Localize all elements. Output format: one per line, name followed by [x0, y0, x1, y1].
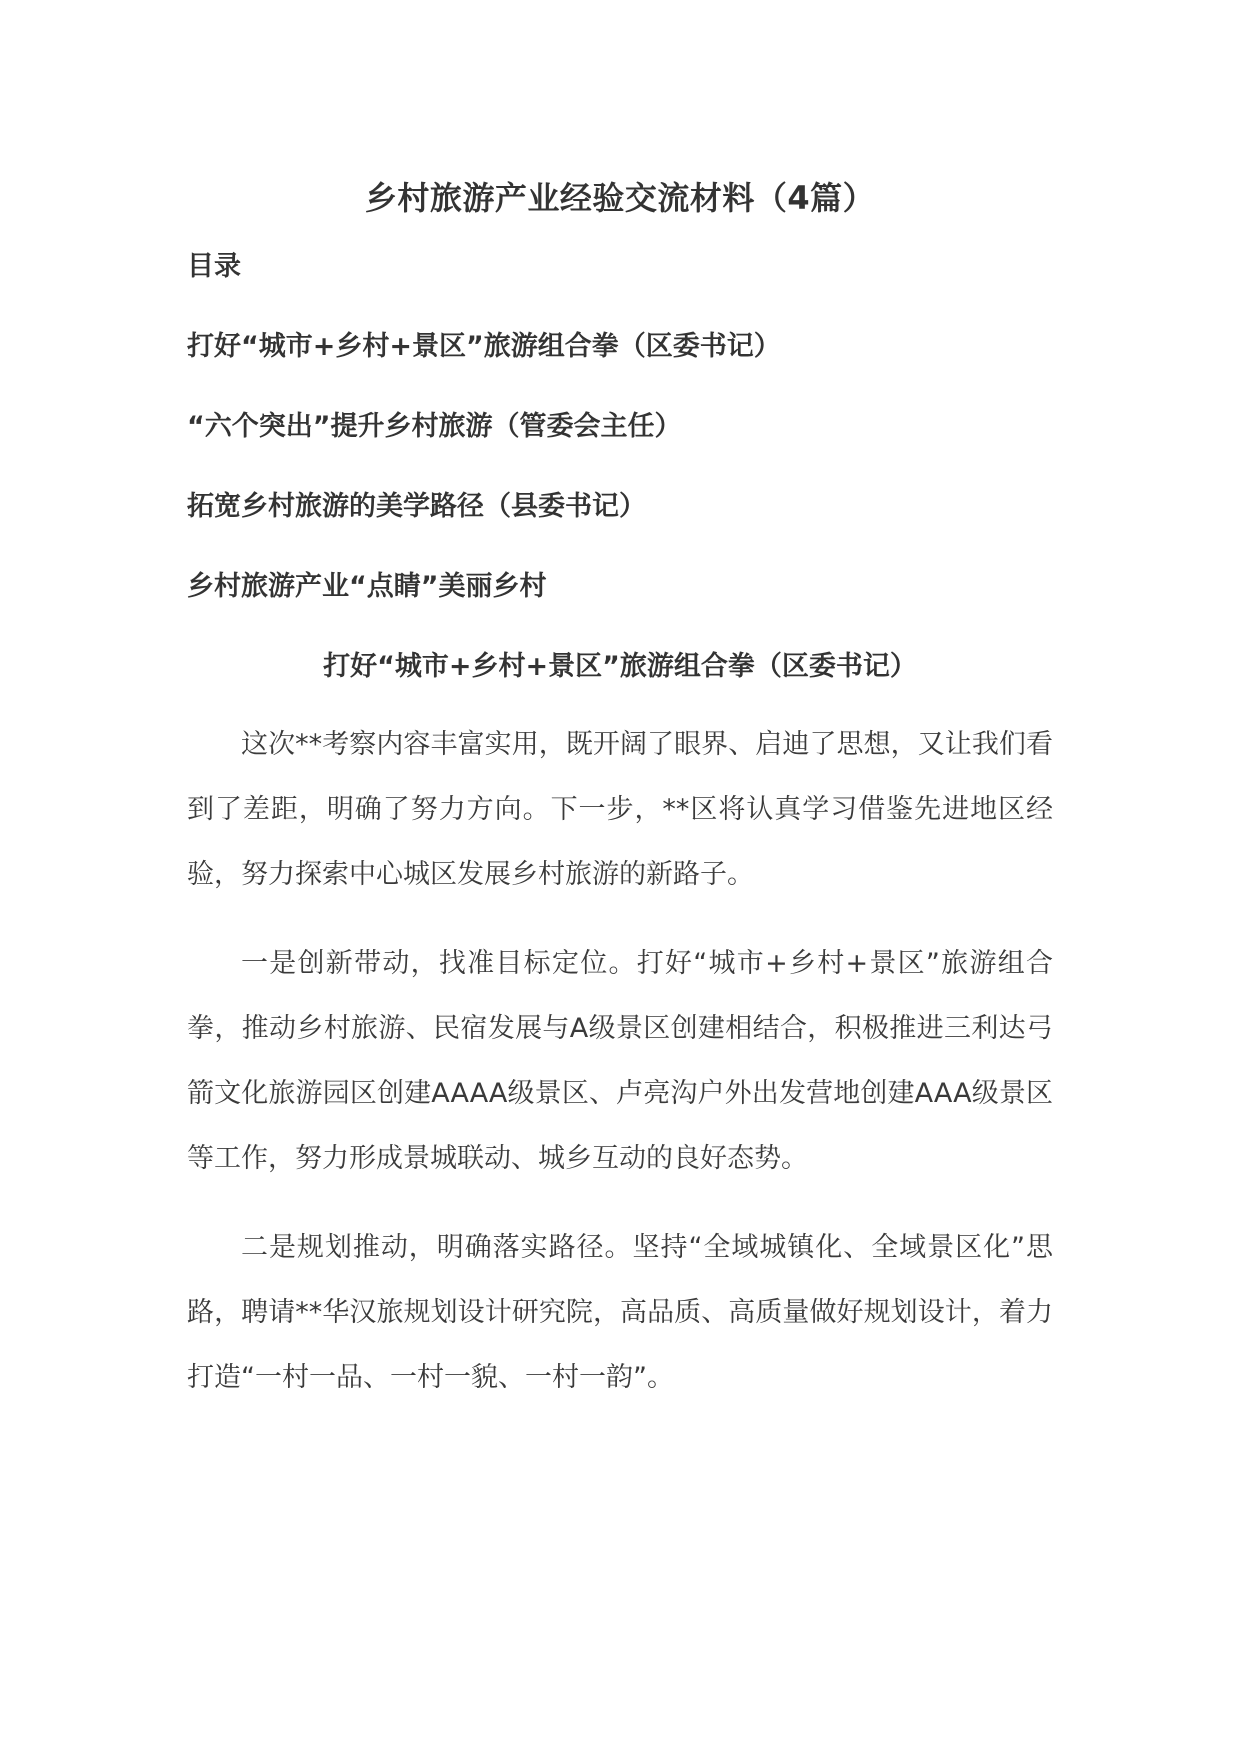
document-content — [187, 168, 1053, 1410]
toc-item-4: 乡村旅游产业“点睛”美丽乡村 — [187, 571, 547, 602]
section-heading: 打好“城市+乡村+景区”旅游组合拳（区委书记） — [323, 651, 917, 682]
body-paragraph-3: 二是规划推动，明确落实路径。坚持“全域城镇化、全域景区化”思路，聘请**华汉旅规划设计研究院，高品质、高质量做好规划设计，着力打造“一村一品、一村一貌、一村一韵”。 — [187, 1232, 1053, 1393]
toc-heading: 目录 — [187, 251, 241, 282]
document-title: 乡村旅游产业经验交流材料（4篇） — [364, 179, 876, 217]
body-paragraph-1: 这次**考察内容丰富实用，既开阔了眼界、启迪了思想，又让我们看到了差距，明确了努力方向。下一步，**区将认真学习借鉴先进地区经验，努力探索中心城区发展乡村旅游的新路子。 — [187, 729, 1053, 890]
body-paragraph-2: 一是创新带动，找准目标定位。打好“城市+乡村+景区”旅游组合拳，推动乡村旅游、民宿发展与A级景区创建相结合，积极推进三利达弓箭文化旅游园区创建AAAA级景区、卢亮沟户外出发营地创建AAA级景区等工作，努力形成景城联动、城乡互动的良好态势。 — [187, 948, 1054, 1174]
toc-item-2: “六个突出”提升乡村旅游（管委会主任） — [187, 411, 682, 442]
table-of-contents — [187, 322, 1053, 612]
toc-item-3: 拓宽乡村旅游的美学路径（县委书记） — [187, 491, 646, 522]
toc-item-1: 打好“城市+乡村+景区”旅游组合拳（区委书记） — [187, 331, 781, 362]
